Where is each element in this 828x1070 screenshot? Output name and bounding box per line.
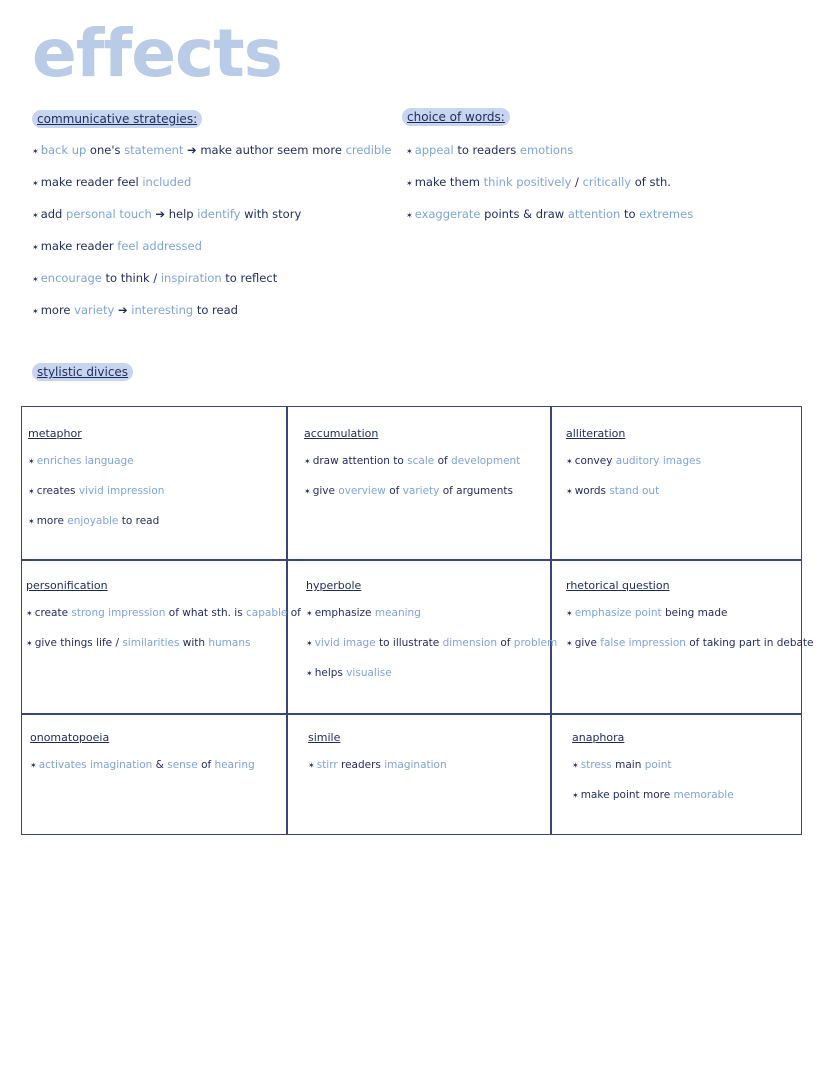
device-title: hyperbole: [306, 579, 362, 592]
text-fragment: development: [451, 455, 521, 467]
text-fragment: point: [644, 759, 672, 771]
bullet-star-icon: ✶: [572, 791, 579, 800]
text-fragment: to readers: [453, 143, 520, 157]
text-fragment: to think /: [101, 271, 161, 285]
device-cell: [28, 427, 284, 544]
text-fragment: creates: [36, 485, 79, 497]
section-label-communicative: communicative strategies:: [32, 110, 202, 128]
text-fragment: appeal: [414, 143, 454, 157]
text-fragment: dimension: [442, 637, 497, 649]
list-item: [566, 484, 798, 514]
text-fragment: make reader feel: [40, 175, 143, 189]
text-fragment: activates imagination: [38, 759, 153, 771]
text-fragment: memorable: [673, 789, 734, 801]
list-item: [304, 454, 548, 484]
bullet-star-icon: ✶: [306, 639, 313, 648]
text-fragment: being made: [661, 607, 728, 619]
words-list: [406, 142, 693, 238]
device-cell: [308, 731, 548, 788]
list-item: [572, 788, 800, 818]
bullet-star-icon: ✶: [572, 761, 579, 770]
bullet-star-icon: ✶: [406, 211, 413, 220]
section-label-words: choice of words:: [402, 108, 510, 126]
text-fragment: ➔: [114, 303, 132, 317]
text-fragment: /: [571, 175, 583, 189]
list-item: [572, 758, 800, 788]
text-fragment: ➔ help: [151, 207, 198, 221]
list-item: [566, 454, 798, 484]
bullet-star-icon: ✶: [32, 179, 39, 188]
text-fragment: imagination: [384, 759, 447, 771]
device-cell: [566, 427, 798, 514]
device-effects-list: [572, 758, 800, 818]
bullet-star-icon: ✶: [306, 609, 313, 618]
text-fragment: words: [574, 485, 610, 497]
text-fragment: create: [34, 607, 72, 619]
text-fragment: of sth.: [631, 175, 671, 189]
list-item: [406, 142, 693, 174]
device-title: rhetorical question: [566, 579, 670, 592]
text-fragment: stand out: [609, 485, 660, 497]
text-fragment: of: [385, 485, 403, 497]
section-label-stylistic: stylistic divices: [32, 363, 133, 381]
device-cell: [572, 731, 800, 818]
table-divider: [22, 713, 801, 715]
text-fragment: stress: [580, 759, 612, 771]
list-item: [306, 636, 558, 666]
text-fragment: problem: [513, 637, 558, 649]
table-divider: [286, 407, 288, 834]
text-fragment: of arguments: [439, 485, 513, 497]
bullet-star-icon: ✶: [566, 487, 573, 496]
bullet-star-icon: ✶: [566, 609, 573, 618]
text-fragment: meaning: [374, 607, 421, 619]
text-fragment: more: [40, 303, 75, 317]
text-fragment: scale: [407, 455, 435, 467]
bullet-star-icon: ✶: [32, 275, 39, 284]
text-fragment: think positively: [483, 175, 572, 189]
bullet-star-icon: ✶: [406, 147, 413, 156]
bullet-star-icon: ✶: [32, 147, 39, 156]
list-item: [28, 484, 284, 514]
device-effects-list: [566, 454, 798, 514]
text-fragment: emphasize: [314, 607, 375, 619]
text-fragment: inspiration: [160, 271, 222, 285]
bullet-star-icon: ✶: [32, 211, 39, 220]
bullet-star-icon: ✶: [28, 457, 35, 466]
text-fragment: strong impression: [71, 607, 166, 619]
device-effects-list: [30, 758, 284, 788]
text-fragment: credible: [345, 143, 392, 157]
text-fragment: &: [152, 759, 168, 771]
text-fragment: to read: [118, 515, 160, 527]
text-fragment: one's: [86, 143, 125, 157]
bullet-star-icon: ✶: [566, 457, 573, 466]
bullet-star-icon: ✶: [32, 243, 39, 252]
text-fragment: stirr: [316, 759, 338, 771]
text-fragment: more: [36, 515, 68, 527]
device-title: alliteration: [566, 427, 626, 440]
list-item: [32, 174, 392, 206]
text-fragment: to reflect: [221, 271, 278, 285]
text-fragment: hearing: [214, 759, 255, 771]
text-fragment: readers: [337, 759, 385, 771]
text-fragment: of: [197, 759, 215, 771]
text-fragment: extremes: [639, 207, 694, 221]
list-item: [304, 484, 548, 514]
text-fragment: emphasize point: [574, 607, 662, 619]
text-fragment: helps: [314, 667, 347, 679]
text-fragment: false impression: [600, 637, 686, 649]
bullet-star-icon: ✶: [308, 761, 315, 770]
list-item: [32, 302, 392, 334]
text-fragment: critically: [582, 175, 632, 189]
device-effects-list: [26, 606, 301, 666]
device-title: simile: [308, 731, 341, 744]
text-fragment: main: [611, 759, 645, 771]
text-fragment: back up: [40, 143, 87, 157]
text-fragment: make point more: [580, 789, 674, 801]
text-fragment: vivid image: [314, 637, 376, 649]
text-fragment: enjoyable: [67, 515, 119, 527]
bullet-star-icon: ✶: [32, 307, 39, 316]
text-fragment: auditory images: [615, 455, 702, 467]
text-fragment: feel addressed: [117, 239, 202, 253]
text-fragment: to illustrate: [375, 637, 443, 649]
bullet-star-icon: ✶: [566, 639, 573, 648]
list-item: [32, 142, 392, 174]
text-fragment: variety: [402, 485, 440, 497]
list-item: [306, 606, 548, 636]
device-effects-list: [304, 454, 548, 514]
list-item: [406, 206, 693, 238]
list-item: [566, 606, 800, 636]
text-fragment: of taking part in debate: [685, 637, 814, 649]
text-fragment: draw attention to: [312, 455, 408, 467]
list-item: [406, 174, 693, 206]
text-fragment: interesting: [131, 303, 194, 317]
text-fragment: ➔ make author seem more: [183, 143, 346, 157]
table-divider: [550, 407, 552, 834]
device-title: anaphora: [572, 731, 625, 744]
text-fragment: humans: [208, 637, 251, 649]
text-fragment: personal touch: [66, 207, 152, 221]
device-cell: [26, 579, 301, 666]
table-divider: [22, 559, 801, 561]
device-cell: [30, 731, 284, 788]
bullet-star-icon: ✶: [306, 669, 313, 678]
list-item: [566, 636, 814, 666]
device-effects-list: [308, 758, 548, 788]
list-item: [32, 238, 392, 270]
text-fragment: included: [142, 175, 192, 189]
list-item: [28, 514, 284, 544]
text-fragment: points & draw: [480, 207, 568, 221]
device-title: accumulation: [304, 427, 379, 440]
text-fragment: exaggerate: [414, 207, 481, 221]
device-cell: [566, 579, 814, 666]
text-fragment: identify: [197, 207, 241, 221]
list-item: [308, 758, 548, 788]
text-fragment: give: [312, 485, 339, 497]
list-item: [32, 270, 392, 302]
text-fragment: enriches language: [36, 455, 134, 467]
text-fragment: to: [620, 207, 640, 221]
text-fragment: visualise: [346, 667, 392, 679]
page-title: effects: [32, 15, 282, 92]
device-title: onomatopoeia: [30, 731, 110, 744]
text-fragment: make them: [414, 175, 484, 189]
bullet-star-icon: ✶: [30, 761, 37, 770]
text-fragment: of: [287, 607, 301, 619]
list-item: [30, 758, 284, 788]
device-title: personification: [26, 579, 108, 592]
text-fragment: variety: [74, 303, 115, 317]
text-fragment: make reader: [40, 239, 118, 253]
text-fragment: with story: [240, 207, 302, 221]
device-title: metaphor: [28, 427, 82, 440]
device-cell: [306, 579, 558, 696]
list-item: [28, 454, 284, 484]
list-item: [32, 206, 392, 238]
list-item: [26, 636, 284, 666]
text-fragment: give: [574, 637, 601, 649]
device-cell: [304, 427, 548, 514]
text-fragment: encourage: [40, 271, 102, 285]
bullet-star-icon: ✶: [28, 517, 35, 526]
text-fragment: of: [496, 637, 514, 649]
device-effects-list: [566, 606, 814, 666]
text-fragment: vivid impression: [78, 485, 165, 497]
text-fragment: similarities: [122, 637, 180, 649]
communicative-list: [32, 142, 392, 334]
text-fragment: attention: [567, 207, 621, 221]
device-effects-list: [28, 454, 284, 544]
device-effects-list: [306, 606, 558, 696]
text-fragment: emotions: [519, 143, 574, 157]
bullet-star-icon: ✶: [304, 457, 311, 466]
list-item: [306, 666, 548, 696]
bullet-star-icon: ✶: [26, 639, 33, 648]
text-fragment: give things life /: [34, 637, 123, 649]
bullet-star-icon: ✶: [406, 179, 413, 188]
text-fragment: of what sth. is: [165, 607, 247, 619]
text-fragment: convey: [574, 455, 616, 467]
stylistic-devices-table: [21, 406, 814, 835]
text-fragment: statement: [124, 143, 184, 157]
bullet-star-icon: ✶: [304, 487, 311, 496]
text-fragment: to read: [193, 303, 238, 317]
bullet-star-icon: ✶: [28, 487, 35, 496]
text-fragment: sense: [167, 759, 198, 771]
text-fragment: capable: [246, 607, 288, 619]
list-item: [26, 606, 301, 636]
text-fragment: with: [179, 637, 209, 649]
text-fragment: overview: [338, 485, 386, 497]
text-fragment: of: [434, 455, 452, 467]
bullet-star-icon: ✶: [26, 609, 33, 618]
text-fragment: add: [40, 207, 67, 221]
